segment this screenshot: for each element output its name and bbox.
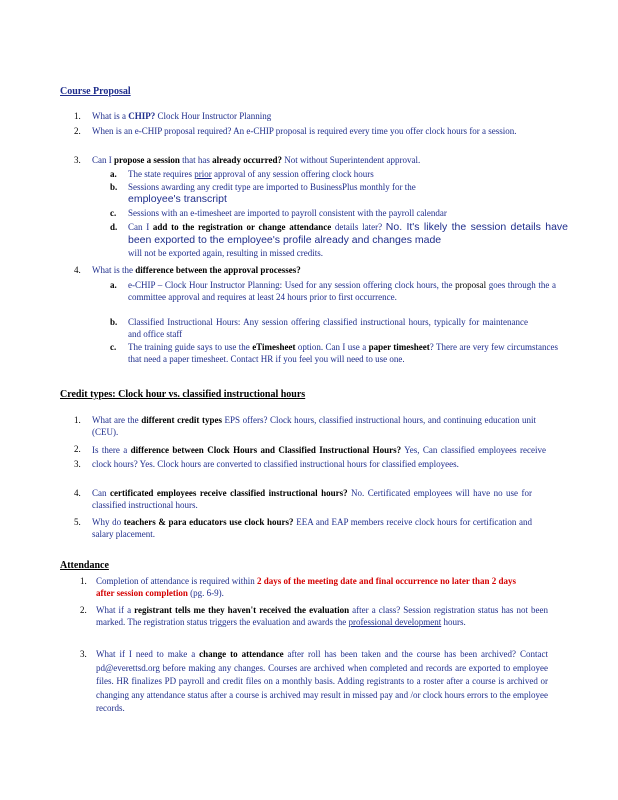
item-number: 1. xyxy=(80,576,87,586)
section-heading-attendance: Attendance xyxy=(60,560,109,571)
faq-propose-past-session: Can I propose a session that has already occurred? Not without Superintendent approval. xyxy=(92,155,421,165)
subitem-add-registration: Can I add to the registration or change attendance details later? No. It's likely the session details have been exported to the employee's profile already and changes made will not be exported again, resulting in missed credits. xyxy=(128,221,569,258)
sub-letter: c. xyxy=(110,208,117,218)
faq-clock-vs-classified: Is there a difference between Clock Hours and Classified Instructional Hours? Yes, Can classified employees receive clock hours? Yes. Clock hours are converted to classified instructional hours for classified employees. xyxy=(92,445,546,469)
section-heading-credit-types: Credit types: Clock hour vs. classified instructional hours xyxy=(60,389,306,400)
sub-letter: b. xyxy=(110,182,118,192)
item-number: 1. xyxy=(74,415,81,425)
subitem-echip-explained: e-CHIP – Clock Hour Instructor Planning: Used for any session offering clock hours, the proposal goes through the a committee approval and requires at least 24 hours prior to first occurrence. xyxy=(128,280,556,302)
item-number: 2. xyxy=(74,126,81,136)
faq-attendance-completion: Completion of attendance is required within 2 days of the meeting date and final occurrence no later than 2 days after session completion (pg. 6-9). xyxy=(96,576,516,598)
faq-what-is-chip: What is a CHIP? Clock Hour Instructor Planning xyxy=(92,111,272,121)
faq-certificated-classified: Can certificated employees receive classified instructional hours? No. Certificated employees will have no use for classified instructional hours. xyxy=(92,488,532,510)
item-number: 4. xyxy=(74,488,81,498)
faq-evaluation-not-received: What if a registrant tells me they haven't received the evaluation after a class? Session registration status has not been marked. The registration status triggers the evaluation and awards the professional development hours. xyxy=(96,605,548,627)
subitem-paper-timesheet: The training guide says to use the eTimesheet option. Can I use a paper timesheet? There are very few circumstances that need a paper timesheet. Contact HR if you feel you will need to use one. xyxy=(128,342,558,364)
subitem-sessions-imported: Sessions awarding any credit type are imported to BusinessPlus monthly for the employee's transcript xyxy=(128,182,416,205)
sub-letter: b. xyxy=(110,317,118,327)
faq-teachers-clock-hours: Why do teachers & para educators use clock hours? EEA and EAP members receive clock hours for certification and salary placement. xyxy=(92,517,532,539)
section-heading-course-proposal: Course Proposal xyxy=(60,86,131,97)
subitem-classified-hours: Classified Instructional Hours: Any session offering classified instructional hours, typically for maintenance and office staff xyxy=(128,317,528,339)
item-number: 2. xyxy=(74,444,81,454)
faq-approval-differences: What is the difference between the approval processes? xyxy=(92,265,301,275)
item-number: 4. xyxy=(74,265,81,275)
subitem-etimesheet-payroll: Sessions with an e-timesheet are imported to payroll consistent with the payroll calendar xyxy=(128,208,447,218)
faq-change-attendance: What if I need to make a change to attendance after roll has been taken and the course has been archived? Contact pd@everettsd.org before making any changes. Courses are archived when completed and records are exported to employee files. HR finalizes PD payroll and credit files on a monthly basis. Adding registrants to a roster after a course is archived or changing any attendance status after a course is archived may result in missed pay and /or clock hours errors to the employee records. xyxy=(96,649,548,713)
faq-when-echip-required: When is an e-CHIP proposal required? An e-CHIP proposal is required every time you offer clock hours for a session. xyxy=(92,126,517,136)
item-number: 5. xyxy=(74,517,81,527)
subitem-state-requires: The state requires prior approval of any session offering clock hours xyxy=(128,169,374,179)
sub-letter: a. xyxy=(110,280,117,290)
item-number: 2. xyxy=(80,605,87,615)
item-number: 3. xyxy=(74,459,81,469)
item-number: 3. xyxy=(74,155,81,165)
sub-letter: c. xyxy=(110,342,117,352)
faq-credit-types: What are the different credit types EPS offers? Clock hours, classified instructional hours, and continuing education unit (CEU). xyxy=(92,415,537,437)
sub-letter: d. xyxy=(110,222,118,232)
sub-letter: a. xyxy=(110,169,117,179)
item-number: 1. xyxy=(74,111,81,121)
item-number: 3. xyxy=(80,649,87,659)
